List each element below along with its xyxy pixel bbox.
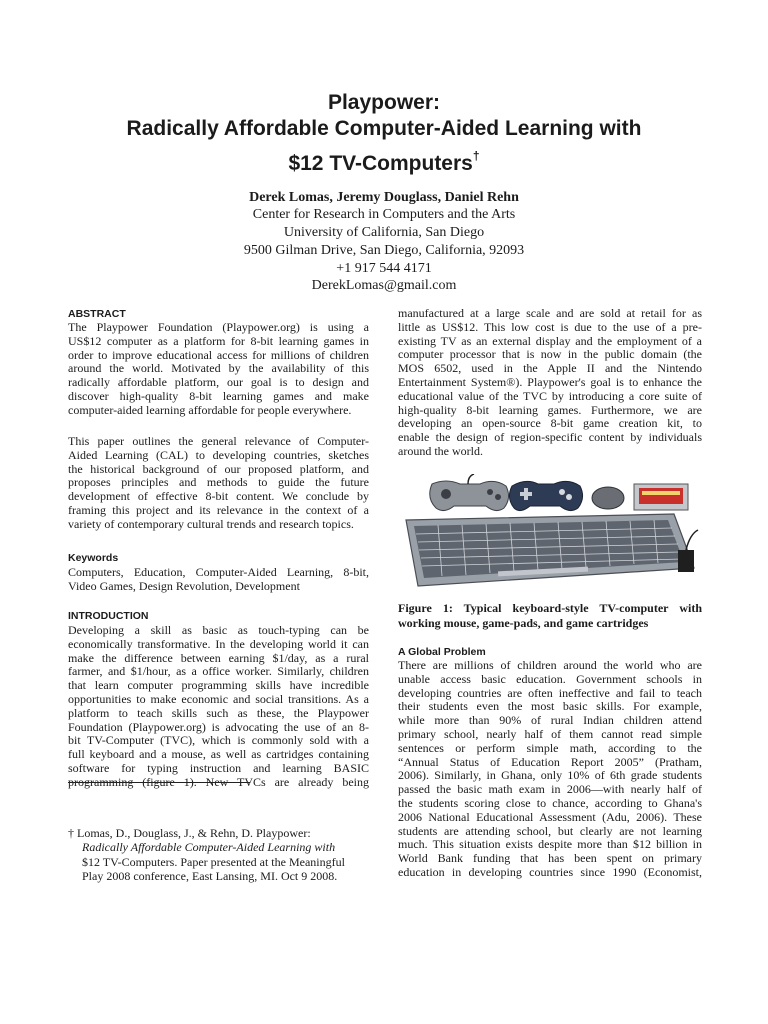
text-line: platform to teach skills such as these, the Playpower	[68, 706, 369, 720]
text-line: their students even the most basic skills. For example,	[398, 700, 702, 714]
text-line: $12 TV-Computers. Paper presented at the Meaningful	[82, 854, 345, 869]
paper-title-line-3-text: $12 TV-Computers	[288, 152, 473, 175]
global-problem-heading: A Global Problem	[398, 646, 486, 658]
text-line: little as US$12. This low cost is due to the use of a pre-	[398, 320, 702, 334]
affiliation-university: University of California, San Diego	[283, 225, 485, 240]
text-line: the students scoring close to chance, according to Ghana's	[398, 796, 702, 810]
text-line: full keyboard and a mouse, as well as cartridges containing	[68, 748, 369, 762]
text-line: Radically Affordable Computer-Aided Learning with	[82, 840, 336, 854]
text-line: students are attending school, but clearly are not learning	[398, 824, 702, 838]
text-line: developing an open-source 8-bit game creation kit, to	[398, 417, 702, 431]
text-line: computer-aided learning affordable for people everywhere.	[68, 403, 352, 417]
text-line: The Playpower Foundation (Playpower.org) is using a	[68, 321, 369, 334]
text-line: economically transformative. In the developing world it can	[68, 637, 369, 651]
game-cartridge	[634, 484, 688, 510]
text-line: high-quality 8-bit learning games. Furthermore, we are	[398, 403, 702, 417]
power-adapter	[678, 550, 694, 572]
footnote-continuation	[82, 840, 368, 884]
keywords-heading: Keywords	[68, 552, 119, 564]
text-line: radically affordable platform, our goal is to design and	[68, 376, 369, 390]
affiliation-phone: +1 917 544 4171	[336, 261, 432, 276]
text-line: order to improve educational access for millions of children	[68, 348, 369, 362]
abstract-paragraph-1	[68, 321, 369, 418]
text-line: education in developing countries since 1990 (Economist,	[398, 865, 702, 879]
text-line: farmer, and $1/hour, as a office worker. Similarly, children	[68, 665, 369, 679]
text-line: 2006 National Educational Assessment (Adu, 2006). These	[398, 810, 702, 824]
text-line: bit TV-Computer (TVC), which is commonly sold with a	[68, 734, 369, 748]
text-line: framing this project and its relevance in the context of a	[68, 503, 369, 517]
text-line: US$12 computer as a platform for 8-bit learning games in	[68, 334, 369, 348]
text-line: Developing a skill as basic as touch-typing can be	[68, 624, 369, 637]
text-line: This paper outlines the general relevance of Computer-	[68, 435, 369, 448]
text-line: Aided Learning (CAL) to developing countries, sketches	[68, 448, 369, 462]
text-line: make the difference between earning $1/day, as a rural	[68, 651, 369, 665]
affiliation-email: DerekLomas@gmail.com	[311, 278, 457, 293]
text-line: around the world. Motivated by the availability of this	[68, 362, 369, 376]
text-line: that learn computer programming skills have incredible	[68, 679, 369, 693]
text-line: educational value of the TVC by introducing a core suite of	[398, 389, 702, 403]
text-line: MOS 6502, used in the Apple II and the Nintendo	[398, 362, 702, 376]
figure-1-caption	[398, 601, 702, 630]
author-names: Derek Lomas, Jeremy Douglass, Daniel Rehn	[249, 190, 519, 205]
paper-title-line-2: Radically Affordable Computer-Aided Learning with	[126, 117, 642, 140]
text-line: software for typing instruction and learning BASIC	[68, 761, 369, 775]
title-dagger: †	[472, 149, 480, 163]
keywords-list	[68, 566, 369, 594]
text-line: working mouse, game-pads, and game cartridges	[398, 615, 649, 630]
affiliation-address: 9500 Gilman Drive, San Diego, California, 92093	[243, 243, 525, 258]
text-line: much. This situation exists despite more than $12 billion in	[398, 838, 702, 852]
text-line: passed the basic math exam in 2006—with nearly half of	[398, 783, 702, 797]
text-line: variety of contemporary cultural trends and research topics.	[68, 517, 354, 531]
text-line: Video Games, Design Revolution, Development	[68, 579, 300, 593]
text-line: unable access basic education. Government schools in	[398, 672, 702, 686]
text-line: Computers, Education, Computer-Aided Learning, 8-bit,	[68, 566, 369, 579]
text-line: opportunities to make economic and social transitions. As a	[68, 692, 369, 706]
footnote-divider	[68, 782, 250, 783]
text-line: developing countries are often ineffective and fail to teach	[398, 686, 702, 700]
text-line: 2006). Similarly, in Ghana, only 10% of 6th grade students	[398, 769, 702, 783]
text-line: while more than 90% of rural Indian children attend	[398, 714, 702, 728]
introduction-paragraph	[68, 624, 369, 790]
text-line: programming (figure 1). New TVCs are already being	[68, 775, 369, 789]
affiliation-center: Center for Research in Computers and the Arts	[252, 207, 516, 222]
text-line: Foundation (Playpower.org) is advocating the use of an 8-	[68, 720, 369, 734]
text-line: the historical background of our proposed platform, and	[68, 462, 369, 476]
text-line: Entertainment System®). Playpower's goal is to enhance the	[398, 375, 702, 389]
text-line: existing TV as an external display and the employment of a	[398, 334, 702, 348]
text-line: around the world.	[398, 444, 483, 458]
text-line: computer processor that is now in the public domain (the	[398, 348, 702, 362]
gamepad-right	[509, 481, 582, 510]
text-line: “Annual Status of Education Report 2005” (Pratham,	[398, 755, 702, 769]
mouse-icon	[592, 487, 624, 509]
paper-title-line-3	[0, 143, 768, 177]
text-line: Play 2008 conference, East Lansing, MI. Oct 9 2008.	[82, 869, 338, 883]
footnote-first-line	[68, 826, 368, 841]
abstract-paragraph-2	[68, 435, 369, 532]
abstract-heading: ABSTRACT	[68, 308, 126, 320]
figure-1-tv-computer-photo	[398, 474, 702, 592]
text-line: Figure 1: Typical keyboard-style TV-computer with	[398, 601, 702, 615]
text-line: sentences or perform simple math, according to the	[398, 741, 702, 755]
text-line: proposes principles and methods to guide the future	[68, 476, 369, 490]
paper-title-line-1: Playpower:	[327, 91, 441, 114]
intro-continuation-paragraph	[398, 307, 702, 459]
text-line: primary school, nearly half of them cannot read simple	[398, 727, 702, 741]
introduction-heading: INTRODUCTION	[68, 610, 149, 622]
text-line: † Lomas, D., Douglass, J., & Rehn, D. Playpower:	[68, 826, 311, 840]
text-line: development of effective 8-bit content. We conclude by	[68, 490, 369, 504]
global-problem-paragraph	[398, 659, 702, 880]
text-line: discover high-quality 8-bit learning games and make	[68, 389, 369, 403]
text-line: There are millions of children around the world who are	[398, 659, 702, 672]
text-line: manufactured at a large scale and are sold at retail for as	[398, 307, 702, 320]
text-line: enable the design of region-specific content by individuals	[398, 431, 702, 445]
text-line: World Bank funding that has been spent on primary	[398, 852, 702, 866]
